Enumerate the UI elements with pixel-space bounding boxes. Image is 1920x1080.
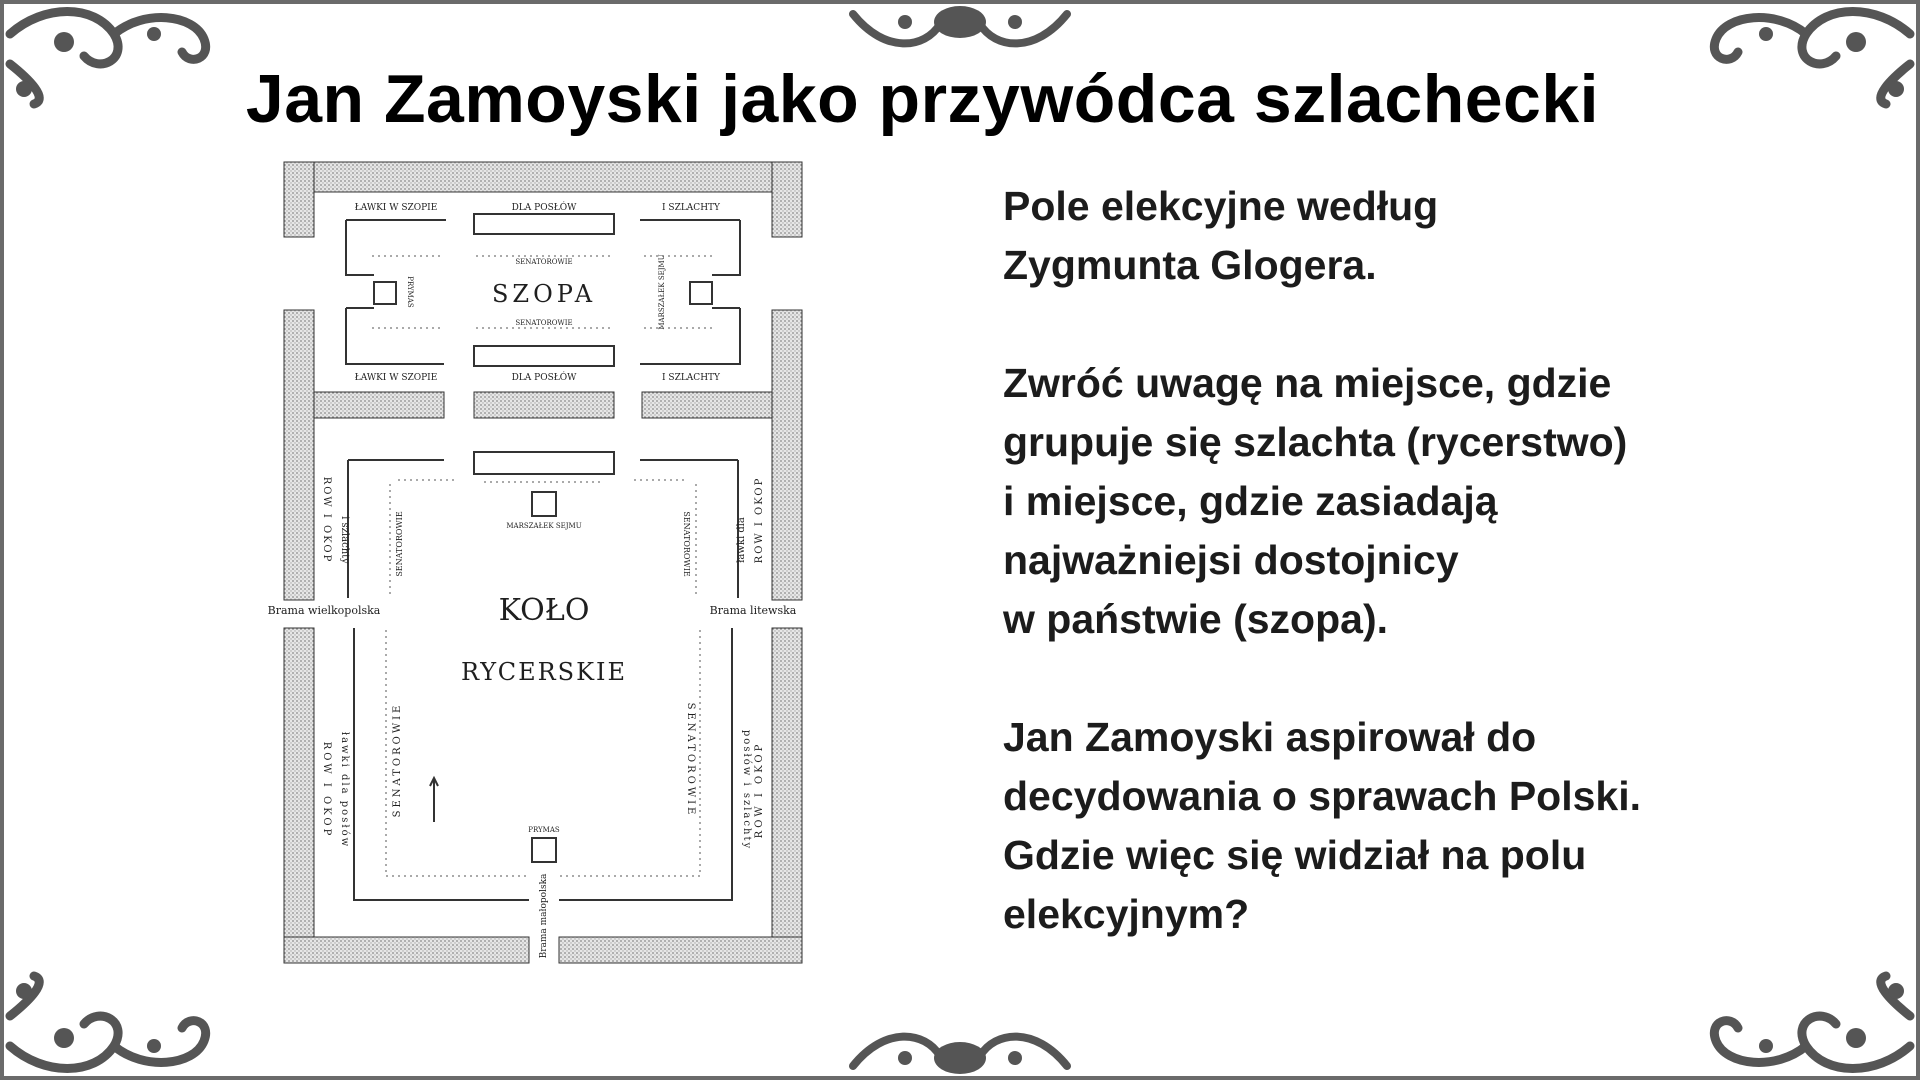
plan-drawing <box>267 160 804 968</box>
text-line: Gdzie więc się widział na polu <box>1003 832 1587 878</box>
text-line: i miejsce, gdzie zasiadają <box>1003 478 1498 524</box>
ornament-bottom-center-icon <box>845 1020 1075 1076</box>
plan-marszalek-szopa: MARSZAŁEK SEJMU <box>658 254 666 330</box>
text-line: Jan Zamoyski aspirował do <box>1003 714 1537 760</box>
ornament-bottom-left-icon <box>4 966 234 1076</box>
plan-gate-right: Brama litewska <box>709 604 797 617</box>
plan-kolo-line2: RYCERSKIE <box>460 658 628 686</box>
plan-bottom-label-3: I SZLACHTY <box>662 373 720 383</box>
plan-prymas-kolo: PRYMAS <box>528 826 560 834</box>
plan-gate-left: Brama wielkopolska <box>267 604 381 617</box>
plan-right-lower-bench: posłów i szlachty <box>741 729 752 851</box>
plan-bottom-label-1: ŁAWKI W SZOPIE <box>354 373 438 383</box>
plan-senatorowie-bottom: SENATOROWIE <box>515 319 573 327</box>
slide-title: Jan Zamoyski jako przywódca szlachecki <box>245 61 1600 137</box>
plan-right-upper-bench: ławki dla <box>736 517 747 563</box>
text-line: Zwróć uwagę na miejsce, gdzie <box>1003 360 1612 406</box>
plan-left-upper-bench: i szlachty <box>339 516 350 564</box>
text-line: najważniejsi dostojnicy <box>1003 537 1459 583</box>
plan-top-label-2: DLA POSŁÓW <box>511 203 577 213</box>
plan-left-lower-ditch: ROW I OKOP <box>321 741 332 839</box>
plan-gate-bottom: Brama małopolska <box>539 873 549 959</box>
plan-prymas-szopa: PRYMAS <box>406 276 414 308</box>
plan-szopa-label: SZOPA <box>491 280 597 308</box>
text-line: Zygmunta Glogera. <box>1003 242 1377 288</box>
plan-left-upper-senators: SENATOROWIE <box>395 511 404 577</box>
plan-bottom-label-2: DLA POSŁÓW <box>511 373 577 383</box>
paragraph-source <box>1003 177 1863 295</box>
plan-right-lower-ditch: ROW I OKOP <box>754 741 765 839</box>
text-line: elekcyjnym? <box>1003 891 1250 937</box>
plan-marszalek-kolo: MARSZAŁEK SEJMU <box>506 522 582 530</box>
text-line: w państwie (szopa). <box>1003 596 1388 642</box>
slide-body-text <box>1003 177 1863 1003</box>
text-line: grupuje się szlachta (rycerstwo) <box>1003 419 1628 465</box>
text-line: Pole elekcyjne według <box>1003 183 1439 229</box>
paragraph-attention <box>1003 354 1863 649</box>
plan-right-upper-ditch: ROW I OKOP <box>754 476 765 564</box>
plan-top-label-3: I SZLACHTY <box>662 203 720 213</box>
election-field-plan <box>267 160 804 968</box>
plan-right-lower-senators: SENATOROWIE <box>685 702 696 818</box>
plan-left-lower-senators: SENATOROWIE <box>392 702 403 818</box>
plan-left-upper-ditch: ROW I OKOP <box>321 476 332 564</box>
plan-left-lower-bench: ławki dla posłów <box>339 731 350 849</box>
plan-kolo-line1: KOŁO <box>498 593 590 628</box>
plan-senatorowie-top: SENATOROWIE <box>515 258 573 266</box>
ornament-top-center-icon <box>845 4 1075 60</box>
paragraph-question <box>1003 708 1863 944</box>
plan-right-upper-senators: SENATOROWIE <box>682 511 691 577</box>
text-line: decydowania o sprawach Polski. <box>1003 773 1642 819</box>
plan-top-label-1: ŁAWKI W SZOPIE <box>354 203 438 213</box>
